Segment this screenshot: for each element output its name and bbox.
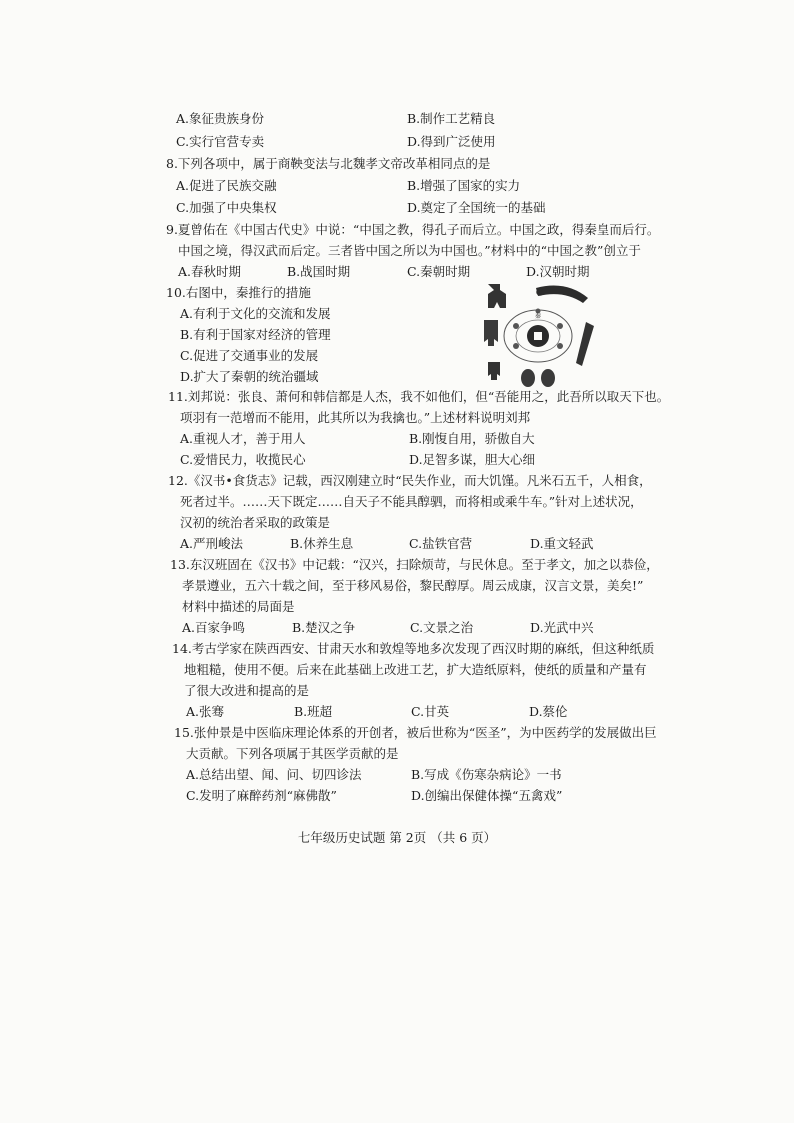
q10-option-a: A.有利于文化的交流和发展 bbox=[180, 306, 331, 321]
q7-option-b: B.制作工艺精良 bbox=[407, 111, 496, 126]
page-footer: 七年级历史试题 第 2页 （共 6 页） bbox=[297, 830, 497, 845]
q12-option-c: C.盐铁官营 bbox=[409, 536, 473, 551]
q15-option-d: D.创编出保健体操“五禽戏” bbox=[411, 788, 563, 803]
q14-option-d: D.蔡伦 bbox=[529, 704, 568, 719]
q13-option-d: D.光武中兴 bbox=[530, 620, 594, 635]
spade-coin-left-icon bbox=[484, 320, 498, 346]
q8-stem: 8.下列各项中，属于商鞅变法与北魏孝文帝改革相同点的是 bbox=[166, 156, 491, 171]
q14-stem-line3: 了很大改进和提高的是 bbox=[184, 683, 310, 698]
q13-option-c: C.文景之治 bbox=[410, 620, 474, 635]
q7-option-c: C.实行官营专卖 bbox=[176, 134, 265, 149]
q8-option-d: D.奠定了全国统一的基础 bbox=[407, 200, 546, 215]
q15-stem-line1: 15.张仲景是中医临床理论体系的开创者，被后世称为“医圣”，为中医药学的发展做出巨 bbox=[174, 725, 657, 740]
q12-stem-line2: 死者过半。……天下既定……自天子不能具醇驷，而将相或乘牛车。”针对上述状况， bbox=[180, 494, 643, 509]
q11-stem-line2: 项羽有一范增而不能用，此其所以为我擒也。”上述材料说明刘邦 bbox=[180, 410, 531, 425]
q14-option-b: B.班超 bbox=[294, 704, 333, 719]
ant-nose-coin-2-icon bbox=[541, 369, 555, 387]
q10-option-c: C.促进了交通事业的发展 bbox=[180, 348, 319, 363]
q9-option-c: C.秦朝时期 bbox=[407, 264, 471, 279]
q12-stem-line3: 汉初的统治者采取的政策是 bbox=[180, 515, 331, 530]
knife-coin-icon bbox=[536, 286, 588, 303]
q13-stem-line3: 材料中描述的局面是 bbox=[182, 599, 295, 614]
q14-option-c: C.甘英 bbox=[411, 704, 450, 719]
q7-option-d: D.得到广泛使用 bbox=[407, 134, 496, 149]
q10-stem: 10.右图中，秦推行的措施 bbox=[166, 285, 311, 300]
q13-option-a: A.百家争鸣 bbox=[182, 620, 246, 635]
q11-option-d: D.足智多谋，胆大心细 bbox=[409, 452, 536, 467]
q10-option-b: B.有利于国家对经济的管理 bbox=[180, 327, 331, 342]
q9-option-a: A.春秋时期 bbox=[178, 264, 242, 279]
q8-option-c: C.加强了中央集权 bbox=[176, 200, 277, 215]
q12-option-b: B.休养生息 bbox=[290, 536, 354, 551]
q13-stem-line1: 13.东汉班固在《汉书》中记载：“汉兴，扫除烦苛，与民休息。至于孝文，加之以恭俭， bbox=[170, 557, 659, 572]
q11-option-c: C.爱惜民力，收揽民心 bbox=[180, 452, 306, 467]
q13-stem-line2: 孝景遵业，五六十载之间，至于移风易俗，黎民醇厚。周云成康，汉言文景，美矣!” bbox=[182, 578, 644, 593]
q14-option-a: A.张骞 bbox=[186, 704, 225, 719]
q8-option-b: B.增强了国家的实力 bbox=[407, 178, 521, 193]
q15-option-c: C.发明了麻醉药剂“麻佛散” bbox=[186, 788, 337, 803]
spade-coin-bottom-icon bbox=[488, 362, 500, 380]
q12-option-d: D.重文轻武 bbox=[530, 536, 594, 551]
q12-option-a: A.严刑峻法 bbox=[180, 536, 244, 551]
q11-option-a: A.重视人才，善于用人 bbox=[180, 431, 306, 446]
knife-coin-right-icon bbox=[576, 322, 594, 366]
spade-coin-icon bbox=[488, 284, 506, 308]
q9-stem-line1: 9.夏曾佑在《中国古代史》中说：“中国之教，得孔子而后立。中国之政，得秦皇而后行。 bbox=[166, 222, 660, 237]
q8-option-a: A.促进了民族交融 bbox=[176, 178, 277, 193]
q9-stem-line2: 中国之境，得汉武而后定。三者皆中国之所以为中国也。”材料中的“中国之教”创立于 bbox=[178, 243, 641, 258]
qin-currency-figure bbox=[474, 278, 602, 396]
q14-stem-line1: 14.考古学家在陕西西安、甘肃天水和敦煌等地多次发现了西汉时期的麻纸，但这种纸质 bbox=[172, 641, 655, 656]
q11-stem-line1: 11.刘邦说：张良、萧何和韩信都是人杰，我不如他们，但“吾能用之，此吾所以取天下也。 bbox=[168, 389, 670, 404]
q9-option-d: D.汉朝时期 bbox=[526, 264, 590, 279]
q14-stem-line2: 地粗糙，使用不便。后来在此基础上改进工艺，扩大造纸原料，使纸的质量和产量有 bbox=[184, 662, 647, 677]
ant-nose-coin-icon bbox=[521, 369, 535, 387]
q11-option-b: B.刚愎自用，骄傲自大 bbox=[409, 431, 535, 446]
q9-option-b: B.战国时期 bbox=[287, 264, 351, 279]
q15-stem-line2: 大贡献。下列各项属于其医学贡献的是 bbox=[186, 746, 399, 761]
q10-option-d: D.扩大了秦朝的统治疆域 bbox=[180, 369, 319, 384]
q15-option-b: B.写成《伤寒杂病论》一书 bbox=[411, 767, 562, 782]
q13-option-b: B.楚汉之争 bbox=[292, 620, 356, 635]
q12-stem-line1: 12.《汉书•食货志》记载，西汉刚建立时“民失作业，而大饥馑。凡米石五千，人相食， bbox=[168, 473, 652, 488]
figure-center-char: 秦 bbox=[534, 313, 542, 320]
q15-option-a: A.总结出望、闻、问、切四诊法 bbox=[186, 767, 362, 782]
q7-option-a: A.象征贵族身份 bbox=[176, 111, 265, 126]
